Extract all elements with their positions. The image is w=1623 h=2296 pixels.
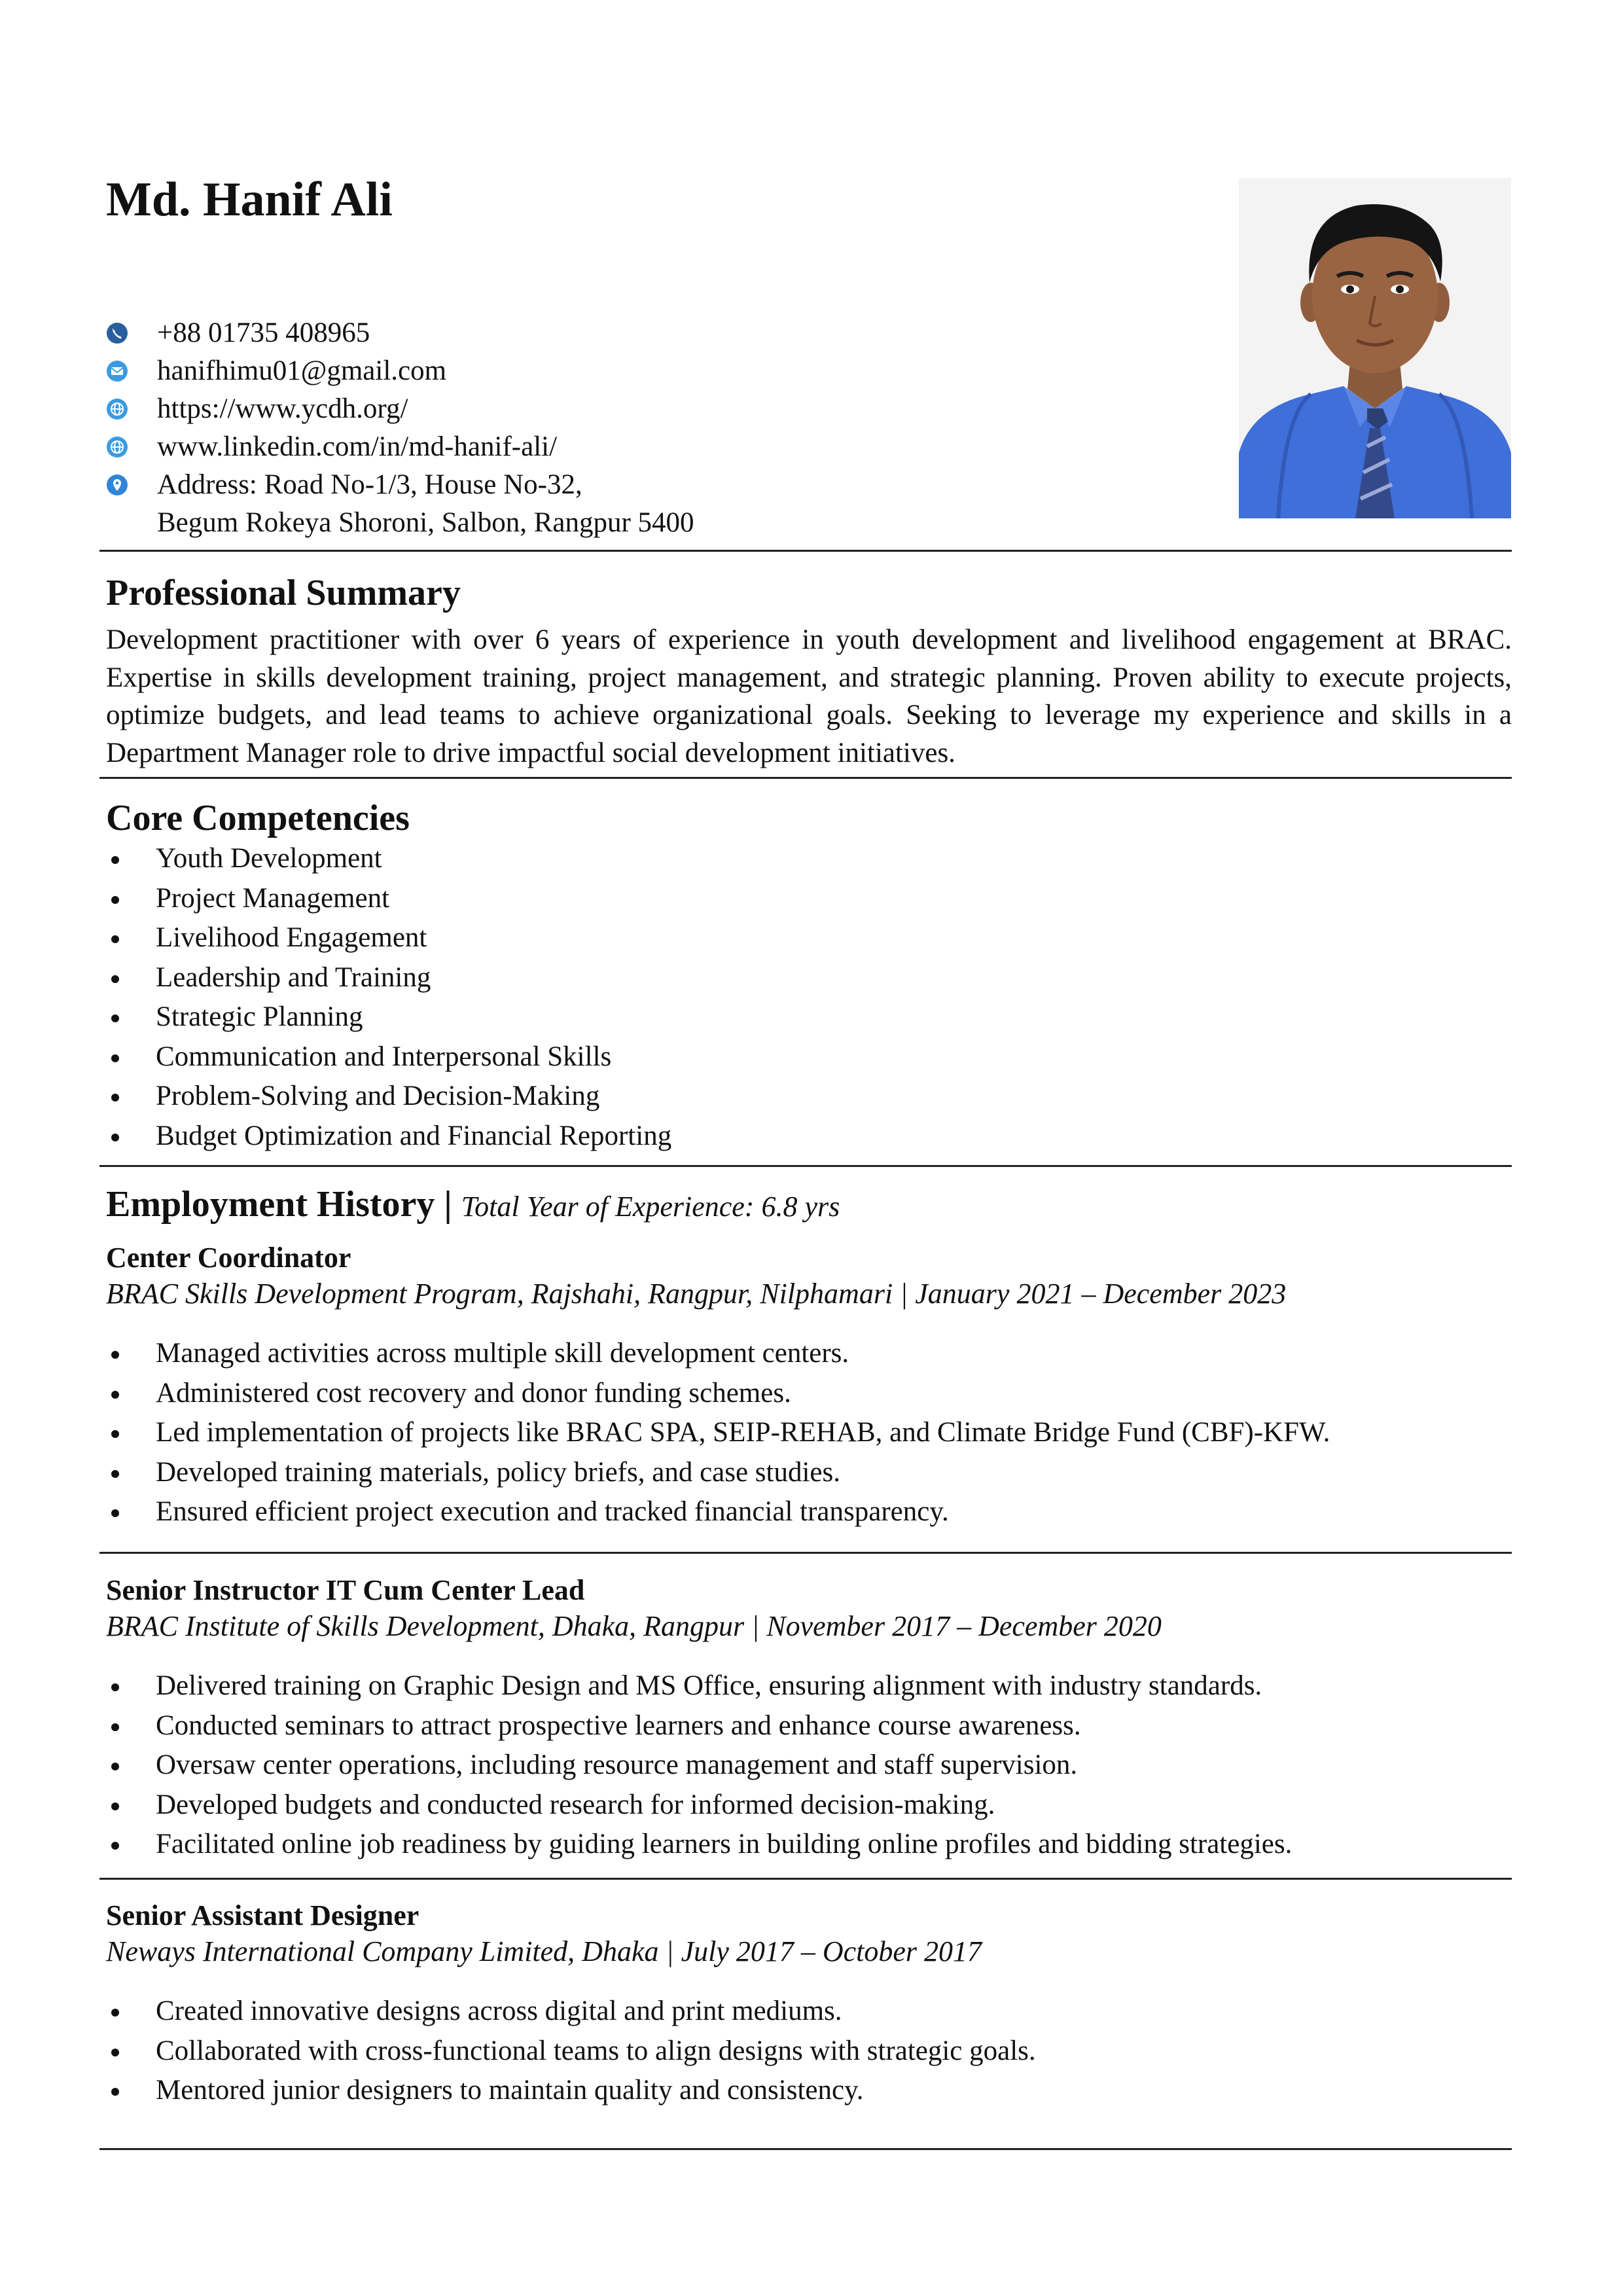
job-organization: BRAC Skills Development Program, Rajshahi, Rangpur, Nilphamari | January 2021 – December 2023	[106, 1278, 1287, 1310]
list-item: Communication and Interpersonal Skills	[106, 1037, 1512, 1077]
globe-icon	[106, 428, 157, 466]
list-item: Oversaw center operations, including resource management and staff supervision.	[106, 1746, 1512, 1785]
list-item: Budget Optimization and Financial Reporting	[106, 1117, 1512, 1157]
job-title: Senior Assistant Designer	[106, 1899, 419, 1931]
list-item: Livelihood Engagement	[106, 918, 1512, 958]
section-title-summary: Professional Summary	[106, 573, 461, 613]
job-title: Center Coordinator	[106, 1242, 351, 1274]
divider	[99, 2148, 1512, 2150]
list-item: Managed activities across multiple skill development centers.	[106, 1334, 1512, 1374]
competency-list	[106, 839, 1512, 1156]
employment-title: Employment History |	[106, 1184, 452, 1225]
job-duties	[106, 1992, 1512, 2111]
list-item: Developed budgets and conducted research for informed decision-making.	[106, 1785, 1512, 1825]
website-link[interactable]: https://www.ycdh.org/	[157, 393, 408, 424]
divider	[99, 777, 1512, 779]
linkedin-link[interactable]: www.linkedin.com/in/md-hanif-ali/	[157, 431, 558, 462]
job-organization: Neways International Company Limited, Dhaka | July 2017 – October 2017	[106, 1935, 982, 1967]
email-text[interactable]: hanifhimu01@gmail.com	[157, 355, 447, 386]
job-organization: BRAC Institute of Skills Development, Dhaka, Rangpur | November 2017 – December 2020	[106, 1610, 1162, 1642]
list-item: Administered cost recovery and donor funding schemes.	[106, 1374, 1512, 1414]
list-item: Ensured efficient project execution and tracked financial transparency.	[106, 1492, 1512, 1532]
list-item: Created innovative designs across digital and print mediums.	[106, 1992, 1512, 2032]
job-duties	[106, 1334, 1512, 1532]
list-item: Facilitated online job readiness by guiding learners in building online profiles and bidding strategies.	[106, 1825, 1512, 1865]
list-item: Delivered training on Graphic Design and MS Office, ensuring alignment with industry standards.	[106, 1666, 1512, 1706]
divider	[99, 1165, 1512, 1167]
contact-phone	[106, 314, 1219, 352]
profile-photo	[1239, 178, 1511, 518]
email-icon	[106, 352, 157, 390]
contact-address-cont	[106, 504, 1219, 542]
candidate-name: Md. Hanif Ali	[106, 173, 393, 226]
address-line-1: Address: Road No-1/3, House No-32,	[157, 469, 582, 500]
contact-address	[106, 466, 1219, 504]
experience-total: Total Year of Experience: 6.8 yrs	[461, 1191, 840, 1223]
list-item: Youth Development	[106, 839, 1512, 879]
list-item: Conducted seminars to attract prospective learners and enhance course awareness.	[106, 1706, 1512, 1746]
list-item: Led implementation of projects like BRAC SPA, SEIP-REHAB, and Climate Bridge Fund (CBF)-KFW.	[106, 1413, 1512, 1453]
job-title: Senior Instructor IT Cum Center Lead	[106, 1574, 585, 1606]
divider	[99, 550, 1512, 552]
divider	[99, 1878, 1512, 1880]
list-item: Project Management	[106, 879, 1512, 919]
contact-email	[106, 352, 1219, 390]
list-item: Problem-Solving and Decision-Making	[106, 1077, 1512, 1117]
list-item: Leadership and Training	[106, 958, 1512, 998]
section-title-employment	[106, 1186, 840, 1223]
phone-text[interactable]: +88 01735 408965	[157, 317, 370, 348]
list-item: Developed training materials, policy briefs, and case studies.	[106, 1453, 1512, 1493]
list-item: Collaborated with cross-functional teams to align designs with strategic goals.	[106, 2032, 1512, 2072]
job-duties	[106, 1666, 1512, 1865]
phone-icon	[106, 314, 157, 352]
section-title-competencies: Core Competencies	[106, 798, 410, 838]
location-icon	[106, 466, 157, 504]
divider	[99, 1552, 1512, 1554]
list-item: Mentored junior designers to maintain quality and consistency.	[106, 2071, 1512, 2111]
list-item: Strategic Planning	[106, 997, 1512, 1037]
contact-website	[106, 390, 1219, 428]
summary-text: Development practitioner with over 6 years of experience in youth development and livelihood engagement at BRAC. Expertise in skills development training, project management, and strategic planning. Proven ability to execute projects, optimize budgets, and lead teams to achieve organizational goals. Seeking to leverage my experience and skills in a Department Manager role to drive impactful social development initiatives.	[106, 624, 1512, 768]
contact-linkedin	[106, 428, 1219, 466]
globe-icon	[106, 390, 157, 428]
contact-list	[106, 314, 1219, 542]
address-line-2: Begum Rokeya Shoroni, Salbon, Rangpur 5400	[157, 507, 694, 538]
